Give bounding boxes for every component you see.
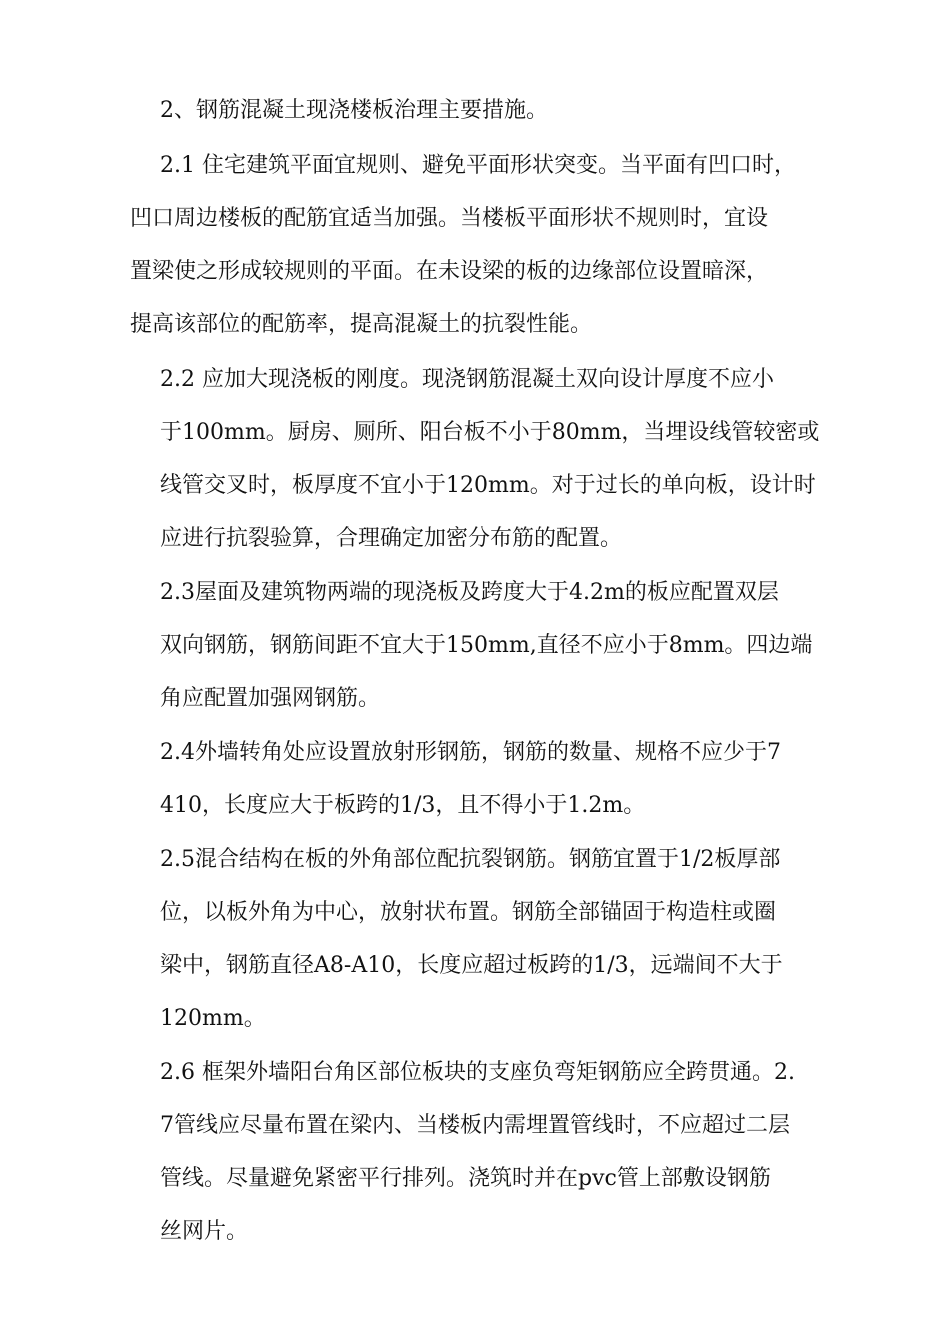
text-line: 410，长度应大于板跨的1/3，且不得小于1.2m。: [160, 793, 646, 818]
text-line: 2.2 应加大现浇板的刚度。现浇钢筋混凝土双向设计厚度不应小: [160, 367, 774, 392]
text-line: 于100mm。厨房、厕所、阳台板不小于80mm，当埋设线管较密或: [160, 420, 820, 445]
text-line: 凹口周边楼板的配筋宜适当加强。当楼板平面形状不规则时，宜设: [130, 206, 769, 231]
text-line: 2.1 住宅建筑平面宜规则、避免平面形状突变。当平面有凹口时，: [160, 153, 796, 178]
text-line: 位，以板外角为中心，放射状布置。钢筋全部锚固于构造柱或圈: [160, 900, 777, 925]
text-line: 2.4外墙转角处应设置放射形钢筋，钢筋的数量、规格不应少于7: [160, 740, 781, 765]
text-line: 应进行抗裂验算，合理确定加密分布筋的配置。: [160, 526, 623, 551]
text-line: 线管交叉时，板厚度不宜小于120mm。对于过长的单向板，设计时: [160, 473, 816, 498]
text-line: 2.5混合结构在板的外角部位配抗裂钢筋。钢筋宜置于1/2板厚部: [160, 847, 781, 872]
text-line: 2、钢筋混凝土现浇楼板治理主要措施。: [160, 98, 548, 123]
text-line: 提高该部位的配筋率，提高混凝土的抗裂性能。: [130, 312, 593, 337]
text-line: 角应配置加强网钢筋。: [160, 686, 381, 711]
text-line: 梁中，钢筋直径A8-A10，长度应超过板跨的1/3，远端间不大于: [160, 953, 783, 978]
text-line: 120mm。: [160, 1006, 266, 1031]
text-line: 7管线应尽量布置在梁内、当楼板内需埋置管线时，不应超过二层: [160, 1113, 790, 1138]
text-line: 双向钢筋，钢筋间距不宜大于150mm,直径不应小于8mm。四边端: [160, 633, 813, 658]
text-line: 置梁使之形成较规则的平面。在未设梁的板的边缘部位设置暗深，: [130, 259, 769, 284]
text-line: 2.6 框架外墙阳台角区部位板块的支座负弯矩钢筋应全跨贯通。2.: [160, 1060, 795, 1085]
text-line: 2.3屋面及建筑物两端的现浇板及跨度大于4.2m的板应配置双层: [160, 580, 779, 605]
text-line: 丝网片。: [160, 1219, 249, 1244]
text-line: 管线。尽量避免紧密平行排列。浇筑时并在pvc管上部敷设钢筋: [160, 1166, 771, 1191]
